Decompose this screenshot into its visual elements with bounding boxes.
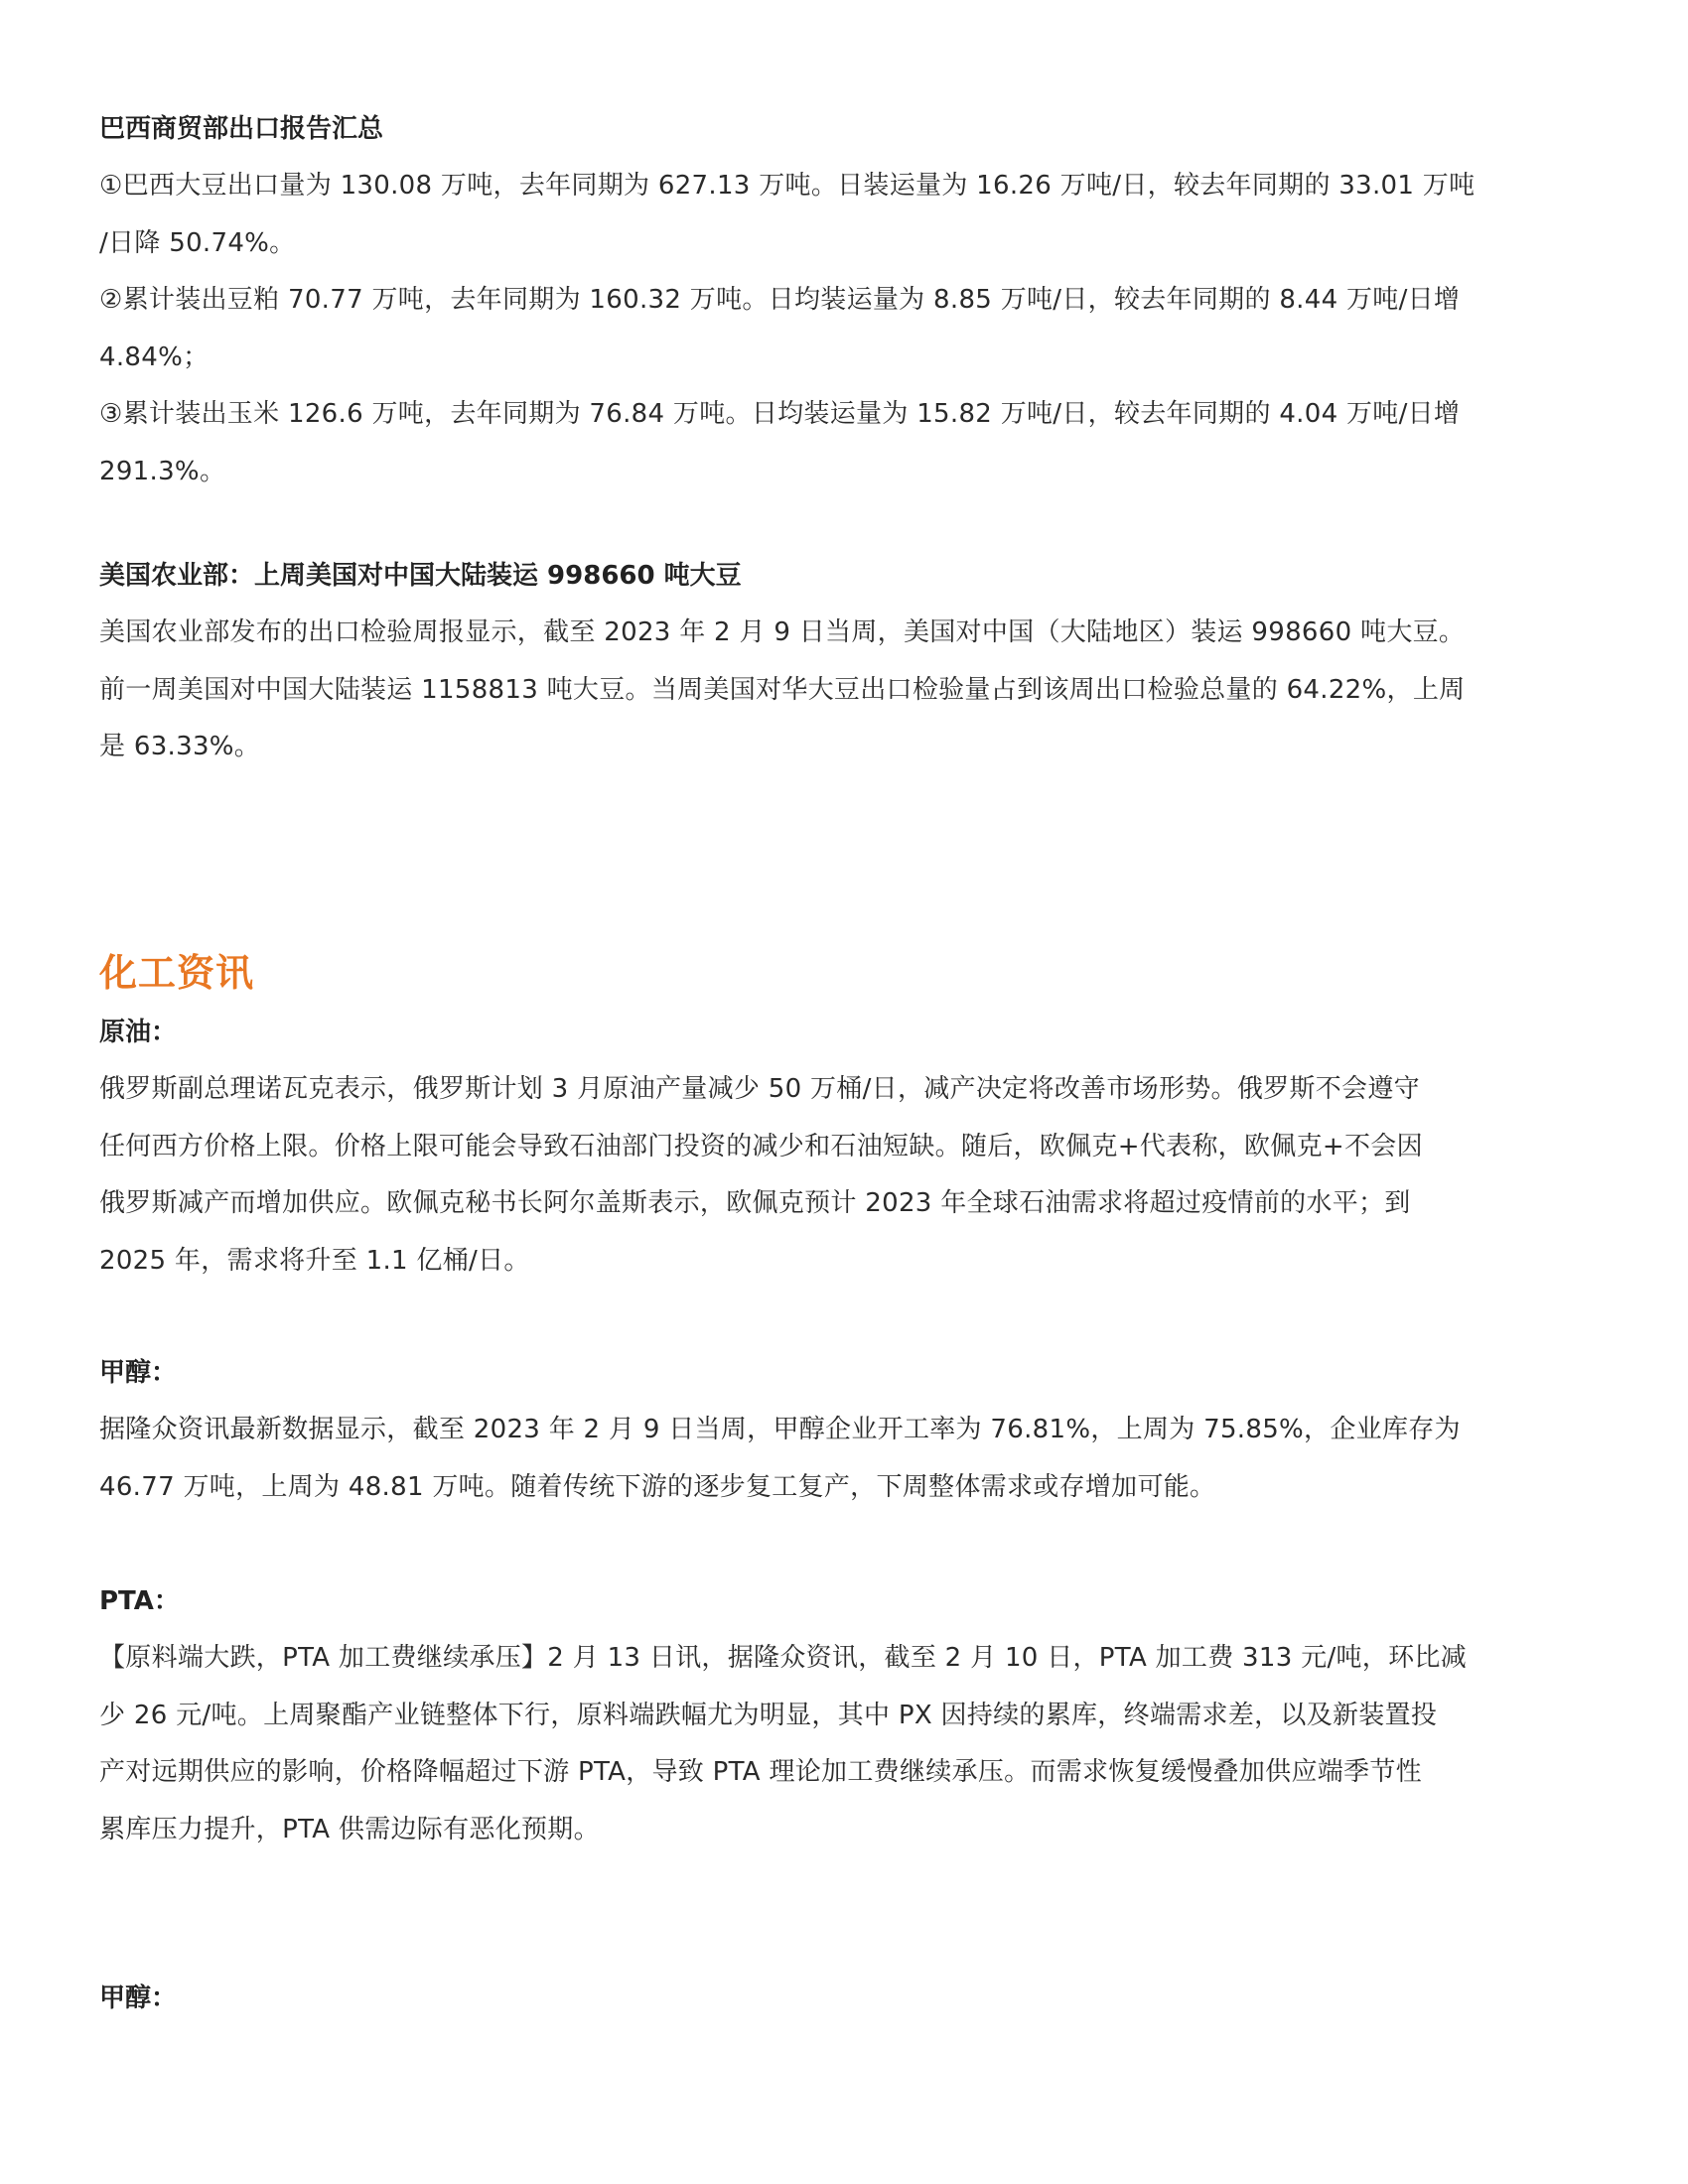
brazil-export-line: ①巴西大豆出口量为 130.08 万吨，去年同期为 627.13 万吨。日装运量为 16.26 万吨/日，较去年同期的 33.01 万吨 bbox=[99, 171, 1476, 201]
usda-line: 是 63.33%。 bbox=[99, 732, 261, 761]
usda-block bbox=[99, 548, 1465, 776]
usda-line: 美国农业部发布的出口检验周报显示，截至 2023 年 2 月 9 日当周，美国对中国（大陆地区）装运 998660 吨大豆。 bbox=[99, 617, 1466, 647]
chemical-section-header bbox=[99, 943, 254, 1003]
crude-oil-line: 2025 年，需求将升至 1.1 亿桶/日。 bbox=[99, 1245, 530, 1276]
methanol-line: 46.77 万吨，上周为 48.81 万吨。随着传统下游的逐步复工复产，下周整体需求或存增加可能。 bbox=[99, 1471, 1216, 1502]
brazil-export-line: ③累计装出玉米 126.6 万吨，去年同期为 76.84 万吨。日均装运量为 15.82 万吨/日，较去年同期的 4.04 万吨/日增 bbox=[99, 399, 1461, 429]
brazil-export-block bbox=[99, 101, 1475, 500]
section-title: 化工资讯 bbox=[99, 951, 255, 995]
usda-line: 前一周美国对中国大陆装运 1158813 吨大豆。当周美国对华大豆出口检验量占到该周出口检验总量的 64.22%，上周 bbox=[99, 674, 1466, 705]
crude-oil-line: 俄罗斯减产而增加供应。欧佩克秘书长阿尔盖斯表示，欧佩克预计 2023 年全球石油需求将超过疫情前的水平；到 bbox=[99, 1188, 1411, 1218]
brazil-export-line: /日降 50.74%。 bbox=[99, 227, 296, 258]
crude-oil-line: 俄罗斯副总理诺瓦克表示，俄罗斯计划 3 月原油产量减少 50 万桶/日，减产决定将改善市场形势。俄罗斯不会遵守 bbox=[99, 1074, 1420, 1104]
brazil-export-line: 4.84%； bbox=[99, 341, 210, 372]
pta-heading: PTA： bbox=[99, 1586, 180, 1616]
methanol-heading: 甲醇： bbox=[99, 1358, 178, 1388]
methanol-heading-2: 甲醇： bbox=[99, 1983, 178, 2013]
pta-line: 累库压力提升，PTA 供需边际有恶化预期。 bbox=[99, 1814, 600, 1844]
pta-block bbox=[99, 1573, 1467, 1858]
pta-line: 【原料端大跌，PTA 加工费继续承压】2 月 13 日讯，据隆众资讯，截至 2 月 10 日，PTA 加工费 313 元/吨，环比减 bbox=[99, 1643, 1468, 1673]
crude-oil-line: 任何西方价格上限。价格上限可能会导致石油部门投资的减少和石油短缺。随后，欧佩克+代表称，欧佩克+不会因 bbox=[99, 1131, 1423, 1161]
methanol-line: 据隆众资讯最新数据显示，截至 2023 年 2 月 9 日当周，甲醇企业开工率为 76.81%，上周为 75.85%，企业库存为 bbox=[99, 1415, 1461, 1444]
brazil-export-line: 291.3%。 bbox=[99, 456, 226, 486]
pta-line: 产对远期供应的影响，价格降幅超过下游 PTA，导致 PTA 理论加工费继续承压。而需求恢复缓慢叠加供应端季节性 bbox=[99, 1757, 1422, 1787]
pta-line: 少 26 元/吨。上周聚酯产业链整体下行，原料端跌幅尤为明显，其中 PX 因持续的累库，终端需求差，以及新装置投 bbox=[99, 1700, 1438, 1730]
methanol-block-2 bbox=[99, 1971, 177, 2027]
brazil-export-line: ②累计装出豆粕 70.77 万吨，去年同期为 160.32 万吨。日均装运量为 8.85 万吨/日，较去年同期的 8.44 万吨/日增 bbox=[99, 285, 1461, 315]
usda-heading: 美国农业部：上周美国对中国大陆装运 998660 吨大豆 bbox=[99, 561, 742, 591]
methanol-block bbox=[99, 1345, 1461, 1516]
brazil-export-heading: 巴西商贸部出口报告汇总 bbox=[99, 114, 384, 144]
crude-oil-block bbox=[99, 1005, 1423, 1290]
crude-oil-heading: 原油： bbox=[99, 1018, 178, 1047]
